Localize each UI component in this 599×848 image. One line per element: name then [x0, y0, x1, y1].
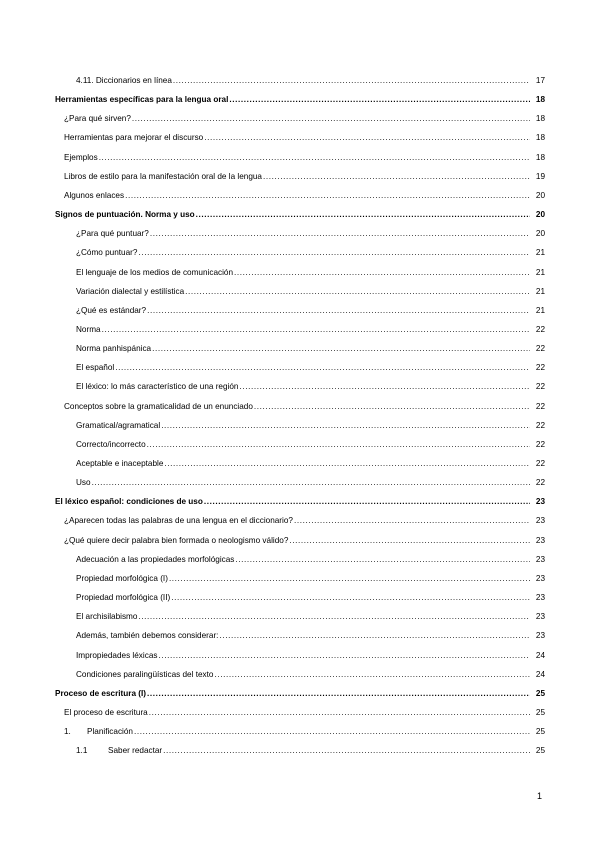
toc-entry-label: El léxico: lo más característico de una región	[76, 382, 239, 392]
toc-entry[interactable]	[76, 300, 545, 316]
toc-entry[interactable]	[64, 127, 545, 143]
dot-leader	[196, 210, 530, 220]
toc-entry-page: 22	[535, 439, 545, 449]
toc-entry-label: El lenguaje de los medios de comunicación	[76, 267, 234, 277]
toc-entry-page: 18	[535, 133, 545, 143]
dot-leader	[214, 670, 530, 680]
toc-entry-page: 22	[535, 420, 545, 430]
toc-entry[interactable]	[76, 664, 545, 680]
toc-entry-page: 25	[535, 727, 545, 737]
toc-entry[interactable]	[76, 281, 545, 297]
dot-leader	[219, 631, 530, 641]
toc-entry[interactable]	[76, 262, 545, 278]
toc-entry-label: ¿Cómo puntuar?	[76, 248, 138, 258]
toc-entry-page: 18	[535, 114, 545, 124]
dot-leader	[149, 708, 530, 718]
toc-entry[interactable]	[76, 606, 545, 622]
dot-leader	[132, 114, 530, 124]
toc-entry[interactable]	[64, 510, 545, 526]
toc-entry-page: 24	[535, 669, 545, 679]
toc-entry[interactable]	[55, 491, 545, 507]
dot-leader	[204, 497, 530, 507]
toc-entry-page: 20	[535, 229, 545, 239]
dot-leader	[147, 440, 530, 450]
dot-leader	[239, 382, 530, 392]
toc-entry-label: Propiedad morfológica (II)	[76, 593, 171, 603]
toc-entry[interactable]	[76, 587, 545, 603]
toc-entry-label: ¿Para qué sirven?	[64, 114, 131, 124]
toc-entry-label: Herramientas para mejorar el discurso	[64, 133, 204, 143]
toc-entry-page: 18	[535, 152, 545, 162]
toc-entry-page: 23	[535, 554, 545, 564]
toc-entry-label: Proceso de escritura (I)	[55, 688, 147, 698]
dot-leader	[254, 402, 530, 412]
dot-leader	[163, 746, 530, 756]
toc-entry-label: Aceptable e inaceptable	[76, 459, 164, 468]
toc-entry-label: Saber redactar	[108, 746, 163, 756]
toc-entry[interactable]	[76, 434, 545, 450]
toc-entry-page: 23	[535, 535, 545, 545]
dot-leader	[294, 516, 530, 526]
toc-entry-page: 23	[535, 573, 545, 583]
toc-entry-page: 24	[535, 650, 545, 660]
dot-leader	[289, 536, 530, 546]
dot-leader	[164, 459, 530, 469]
toc-entry-label: Uso	[76, 478, 91, 488]
toc-entry-page: 17	[535, 76, 545, 85]
dot-leader	[138, 248, 530, 258]
toc-entry[interactable]	[76, 357, 545, 373]
toc-entry[interactable]	[55, 204, 545, 220]
toc-entry[interactable]	[76, 453, 545, 469]
dot-leader	[173, 76, 530, 86]
toc-entry-page: 23	[535, 631, 545, 641]
page-number: 1	[537, 791, 543, 801]
toc-entry-label: ¿Aparecen todas las palabras de una lengua en el diccionario?	[64, 516, 293, 526]
toc-entry-page: 22	[535, 478, 545, 488]
toc-entry-page: 21	[535, 286, 545, 296]
dot-leader	[235, 555, 530, 565]
dot-leader	[263, 172, 530, 182]
dot-leader	[169, 574, 530, 584]
toc-entry-label: El archisilabismo	[76, 612, 138, 622]
toc-entry-label: ¿Qué quiere decir palabra bien formada o neologismo válido?	[64, 535, 289, 545]
toc-entry-number: 1.	[64, 727, 71, 737]
toc-entry-label: El léxico español: condiciones de uso	[55, 497, 203, 507]
toc-entry[interactable]	[64, 702, 545, 718]
toc-entry-page: 23	[535, 593, 545, 603]
toc-entry[interactable]	[64, 396, 545, 412]
toc-entry-page: 19	[535, 171, 545, 181]
dot-leader	[185, 287, 530, 297]
toc-entry-number: 1.1	[76, 746, 88, 756]
toc-entry-label: Propiedad morfológica (I)	[76, 573, 168, 583]
toc-entry-label: Correcto/incorrecto	[76, 439, 146, 449]
toc-entry-page: 20	[535, 210, 545, 220]
dot-leader	[147, 306, 530, 316]
toc-entry[interactable]	[64, 147, 545, 163]
dot-leader	[125, 191, 530, 201]
toc-entry[interactable]	[76, 319, 545, 335]
toc-entry-label: Libros de estilo para la manifestación oral de la lengua	[64, 171, 262, 181]
toc-entry-page: 22	[535, 363, 545, 373]
toc-entry-page: 21	[535, 305, 545, 315]
toc-entry-label: Algunos enlaces	[64, 190, 125, 200]
toc-entry-page: 23	[535, 516, 545, 526]
toc-entry-page: 21	[535, 267, 545, 277]
toc-entry-page: 22	[535, 382, 545, 392]
toc-entry-label: ¿Qué es estándar?	[76, 305, 147, 315]
dot-leader	[147, 689, 530, 699]
dot-leader	[99, 153, 530, 163]
dot-leader	[92, 478, 530, 488]
toc-entry-label: El proceso de escritura	[64, 707, 148, 717]
toc-entry-page: 20	[535, 190, 545, 200]
toc-entry-label: Signos de puntuación. Norma y uso	[55, 210, 195, 220]
dot-leader	[134, 727, 530, 737]
toc-entry[interactable]	[76, 242, 545, 258]
dot-leader	[138, 612, 530, 622]
toc-entry[interactable]	[76, 625, 545, 641]
toc-entry-page: 25	[535, 746, 545, 756]
toc-entry-page: 22	[535, 401, 545, 411]
toc-entry-label: Condiciones paralingüísticas del texto	[76, 669, 214, 679]
toc-entry[interactable]	[55, 89, 545, 105]
toc-entry[interactable]	[76, 645, 545, 661]
toc-entry-label: Planificación	[87, 727, 133, 737]
toc-entry-label: Adecuación a las propiedades morfológicas	[76, 554, 235, 564]
toc-entry[interactable]	[64, 530, 545, 546]
toc-entry-label: 4.11. Diccionarios en línea	[76, 76, 172, 85]
toc-entry[interactable]	[76, 70, 545, 86]
dot-leader	[161, 421, 530, 431]
dot-leader	[204, 133, 530, 143]
toc-entry-label: Conceptos sobre la gramaticalidad de un enunciado	[64, 401, 253, 411]
toc-entry[interactable]	[76, 415, 545, 431]
dot-leader	[152, 344, 530, 354]
dot-leader	[102, 325, 530, 335]
toc-entry-page: 25	[535, 688, 545, 698]
toc-entry-label: ¿Para qué puntuar?	[76, 229, 149, 239]
toc-entry-label: Herramientas específicas para la lengua oral	[55, 95, 229, 105]
toc-entry[interactable]	[64, 108, 545, 124]
toc-entry-label: Norma panhispánica	[76, 344, 152, 354]
toc-entry-page: 18	[535, 95, 545, 105]
toc-entry[interactable]	[64, 721, 545, 737]
dot-leader	[158, 651, 530, 661]
dot-leader	[234, 268, 530, 278]
toc-entry-label: Variación dialectal y estilística	[76, 286, 185, 296]
toc-entry[interactable]	[76, 223, 545, 239]
dot-leader	[229, 95, 530, 105]
toc-entry[interactable]	[64, 166, 545, 182]
toc-entry[interactable]	[76, 376, 545, 392]
toc-entry-page: 22	[535, 459, 545, 468]
dot-leader	[115, 363, 530, 373]
toc-entry-label: Ejemplos	[64, 152, 98, 162]
dot-leader	[150, 229, 530, 239]
toc-entry[interactable]	[76, 472, 545, 488]
toc-entry-page: 23	[535, 497, 545, 507]
toc-entry-label: Norma	[76, 324, 101, 334]
toc-entry-page: 23	[535, 612, 545, 622]
toc-entry-page: 21	[535, 248, 545, 258]
dot-leader	[171, 593, 530, 603]
toc-entry[interactable]	[64, 185, 545, 201]
toc-entry-label: Gramatical/agramatical	[76, 420, 161, 430]
toc-entry-label: Además, también debemos considerar:	[76, 631, 219, 641]
toc-entry[interactable]	[76, 740, 545, 756]
toc-entry-label: Impropiedades léxicas	[76, 650, 158, 660]
toc-entry-page: 22	[535, 344, 545, 354]
toc-entry[interactable]	[76, 568, 545, 584]
toc-entry-page: 22	[535, 324, 545, 334]
toc-entry[interactable]	[76, 338, 545, 354]
toc-entry[interactable]	[76, 549, 545, 565]
toc-entry[interactable]	[55, 683, 545, 699]
toc-entry-page: 25	[535, 707, 545, 717]
toc-entry-label: El español	[76, 363, 115, 373]
